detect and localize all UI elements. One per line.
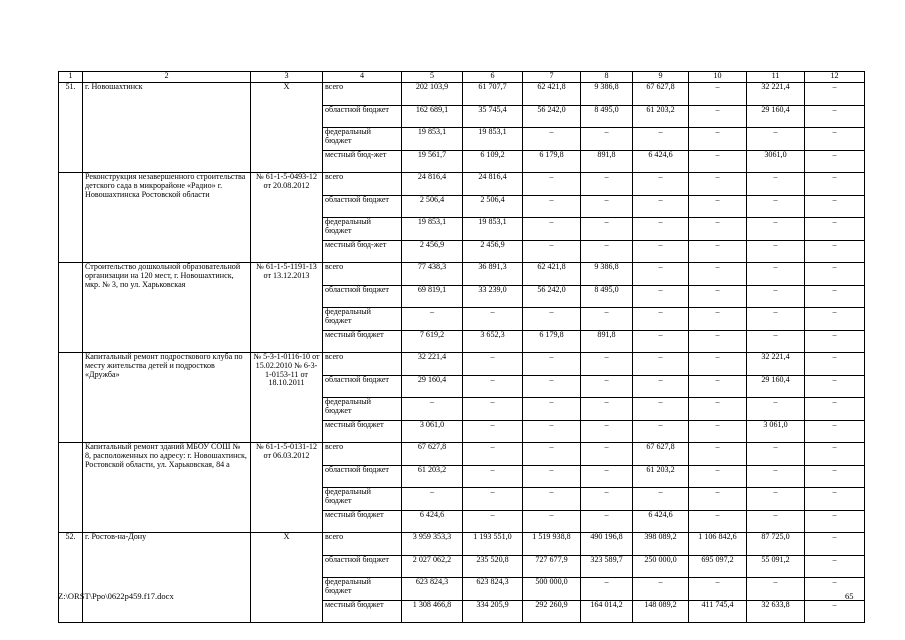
amount-cell: 250 000,0: [633, 555, 689, 578]
amount-cell: 62 421,8: [523, 263, 581, 286]
amount-cell: 162 689,1: [402, 105, 463, 128]
amount-cell: 32 633,8: [747, 600, 805, 623]
column-number: 8: [581, 72, 633, 83]
amount-cell: –: [805, 285, 865, 308]
amount-cell: –: [689, 240, 747, 263]
amount-cell: –: [805, 353, 865, 376]
amount-cell: –: [633, 308, 689, 331]
amount-cell: 32 221,4: [747, 83, 805, 106]
amount-cell: 3 959 353,3: [402, 533, 463, 556]
amount-cell: 29 160,4: [747, 105, 805, 128]
funding-source: федеральный бюджет: [323, 398, 402, 421]
funding-source: местный бюджет: [323, 600, 402, 623]
object-name: Капитальный ремонт подросткового клуба по месту жительства детей и подростков «Дружба»: [83, 353, 251, 443]
amount-cell: 67 627,8: [633, 443, 689, 466]
document-ref: № 61-1-5-0493-12 от 20.08.2012: [251, 173, 323, 263]
amount-cell: –: [463, 420, 523, 443]
amount-cell: –: [689, 83, 747, 106]
amount-cell: 164 014,2: [581, 600, 633, 623]
amount-cell: –: [689, 308, 747, 331]
amount-cell: 2 506,4: [463, 195, 523, 218]
amount-cell: 62 421,8: [523, 83, 581, 106]
amount-cell: –: [633, 285, 689, 308]
table-row: [59, 83, 865, 106]
amount-cell: 33 239,0: [463, 285, 523, 308]
column-number: 1: [59, 72, 83, 83]
funding-source: областной бюджет: [323, 465, 402, 488]
amount-cell: 727 677,9: [523, 555, 581, 578]
amount-cell: –: [689, 128, 747, 151]
amount-cell: 9 386,8: [581, 263, 633, 286]
amount-cell: –: [633, 240, 689, 263]
funding-source: федеральный бюджет: [323, 218, 402, 241]
amount-cell: 24 816,4: [463, 173, 523, 196]
amount-cell: 61 203,2: [633, 465, 689, 488]
amount-cell: –: [633, 218, 689, 241]
amount-cell: –: [581, 353, 633, 376]
amount-cell: 61 707,7: [463, 83, 523, 106]
row-number: 52.: [59, 533, 83, 623]
document-path: Z:\ORST\Ppo\0622p459.f17.docx: [58, 591, 174, 601]
amount-cell: 1 308 466,8: [402, 600, 463, 623]
funding-source: всего: [323, 443, 402, 466]
amount-cell: –: [689, 375, 747, 398]
amount-cell: –: [689, 263, 747, 286]
row-number: [59, 173, 83, 263]
amount-cell: –: [523, 398, 581, 421]
amount-cell: 3 061,0: [402, 420, 463, 443]
row-number: [59, 443, 83, 533]
amount-cell: 891,8: [581, 330, 633, 353]
amount-cell: 29 160,4: [402, 375, 463, 398]
amount-cell: –: [689, 420, 747, 443]
amount-cell: 334 205,9: [463, 600, 523, 623]
amount-cell: 3 652,3: [463, 330, 523, 353]
amount-cell: –: [805, 420, 865, 443]
amount-cell: –: [805, 150, 865, 173]
column-number: 11: [747, 72, 805, 83]
amount-cell: –: [523, 465, 581, 488]
amount-cell: –: [747, 308, 805, 331]
column-number: 7: [523, 72, 581, 83]
funding-source: местный бюджет: [323, 420, 402, 443]
funding-source: областной бюджет: [323, 375, 402, 398]
amount-cell: –: [463, 510, 523, 533]
funding-source: местный бюджет: [323, 330, 402, 353]
amount-cell: –: [689, 443, 747, 466]
amount-cell: 36 891,3: [463, 263, 523, 286]
amount-cell: –: [402, 488, 463, 511]
amount-cell: –: [747, 330, 805, 353]
amount-cell: 2 456,9: [402, 240, 463, 263]
amount-cell: –: [689, 150, 747, 173]
amount-cell: 2 506,4: [402, 195, 463, 218]
amount-cell: –: [689, 218, 747, 241]
amount-cell: –: [523, 443, 581, 466]
column-number: 12: [805, 72, 865, 83]
amount-cell: –: [805, 488, 865, 511]
amount-cell: –: [523, 375, 581, 398]
amount-cell: –: [581, 240, 633, 263]
amount-cell: 623 824,3: [402, 578, 463, 601]
row-number: [59, 263, 83, 353]
amount-cell: –: [689, 173, 747, 196]
amount-cell: 9 386,8: [581, 83, 633, 106]
funding-source: областной бюджет: [323, 105, 402, 128]
amount-cell: –: [747, 240, 805, 263]
amount-cell: –: [402, 308, 463, 331]
amount-cell: 19 853,1: [402, 218, 463, 241]
amount-cell: –: [747, 195, 805, 218]
column-number: 2: [83, 72, 251, 83]
amount-cell: –: [805, 308, 865, 331]
amount-cell: –: [463, 488, 523, 511]
amount-cell: –: [581, 195, 633, 218]
amount-cell: –: [523, 173, 581, 196]
row-number: [59, 353, 83, 443]
amount-cell: 6 424,6: [633, 150, 689, 173]
amount-cell: 202 103,9: [402, 83, 463, 106]
table-row: [59, 353, 865, 376]
amount-cell: 77 438,3: [402, 263, 463, 286]
amount-cell: 35 745,4: [463, 105, 523, 128]
amount-cell: –: [689, 195, 747, 218]
amount-cell: 32 221,4: [747, 353, 805, 376]
amount-cell: 69 819,1: [402, 285, 463, 308]
amount-cell: 2 027 062,2: [402, 555, 463, 578]
amount-cell: –: [463, 398, 523, 421]
amount-cell: –: [747, 488, 805, 511]
amount-cell: –: [523, 510, 581, 533]
amount-cell: –: [402, 398, 463, 421]
amount-cell: –: [581, 578, 633, 601]
amount-cell: –: [747, 263, 805, 286]
table-row: [59, 443, 865, 466]
funding-source: всего: [323, 173, 402, 196]
amount-cell: –: [805, 240, 865, 263]
object-name: г. Новошахтинск: [83, 83, 251, 173]
amount-cell: 8 495,0: [581, 105, 633, 128]
amount-cell: 1 519 938,8: [523, 533, 581, 556]
funding-source: федеральный бюджет: [323, 488, 402, 511]
amount-cell: –: [523, 218, 581, 241]
amount-cell: 490 196,8: [581, 533, 633, 556]
amount-cell: –: [689, 465, 747, 488]
column-number: 5: [402, 72, 463, 83]
amount-cell: –: [581, 173, 633, 196]
amount-cell: –: [689, 285, 747, 308]
row-number: 51.: [59, 83, 83, 173]
amount-cell: –: [581, 398, 633, 421]
object-name: г. Ростов-на-Дону: [83, 533, 251, 623]
document-ref: № 61-1-5-0131-12 от 06.03.2012: [251, 443, 323, 533]
amount-cell: –: [581, 218, 633, 241]
amount-cell: –: [805, 263, 865, 286]
amount-cell: –: [689, 578, 747, 601]
amount-cell: –: [689, 398, 747, 421]
document-ref: Х: [251, 83, 323, 173]
amount-cell: –: [805, 578, 865, 601]
amount-cell: –: [523, 488, 581, 511]
header-row: [59, 72, 865, 83]
amount-cell: –: [463, 353, 523, 376]
amount-cell: 500 000,0: [523, 578, 581, 601]
amount-cell: –: [633, 353, 689, 376]
funding-source: всего: [323, 353, 402, 376]
amount-cell: 55 091,2: [747, 555, 805, 578]
column-number: 6: [463, 72, 523, 83]
amount-cell: –: [633, 578, 689, 601]
amount-cell: 19 561,7: [402, 150, 463, 173]
amount-cell: –: [805, 443, 865, 466]
amount-cell: 695 097,2: [689, 555, 747, 578]
amount-cell: –: [523, 420, 581, 443]
amount-cell: –: [581, 465, 633, 488]
amount-cell: 87 725,0: [747, 533, 805, 556]
amount-cell: –: [805, 195, 865, 218]
amount-cell: –: [581, 308, 633, 331]
page-number: 65: [845, 591, 854, 601]
amount-cell: 398 089,2: [633, 533, 689, 556]
amount-cell: –: [747, 285, 805, 308]
amount-cell: –: [581, 488, 633, 511]
object-name: Строительство дошкольной образовательной организации на 120 мест, г. Новошахтинск, мкр. № 3, по ул. Харьковская: [83, 263, 251, 353]
amount-cell: 61 203,2: [402, 465, 463, 488]
amount-cell: 6 179,8: [523, 330, 581, 353]
amount-cell: 411 745,4: [689, 600, 747, 623]
amount-cell: –: [747, 128, 805, 151]
amount-cell: 1 193 551,0: [463, 533, 523, 556]
object-name: Реконструкция незавершенного строительства детского сада в микрорайоне «Радио» г. Новошахтинска Ростовской области: [83, 173, 251, 263]
column-number: 4: [323, 72, 402, 83]
amount-cell: –: [463, 443, 523, 466]
column-number: 10: [689, 72, 747, 83]
amount-cell: 6 424,6: [633, 510, 689, 533]
funding-source: всего: [323, 533, 402, 556]
amount-cell: –: [689, 353, 747, 376]
amount-cell: –: [523, 353, 581, 376]
amount-cell: 29 160,4: [747, 375, 805, 398]
amount-cell: –: [689, 510, 747, 533]
amount-cell: 56 242,0: [523, 105, 581, 128]
amount-cell: –: [523, 308, 581, 331]
amount-cell: 6 179,8: [523, 150, 581, 173]
amount-cell: 235 520,8: [463, 555, 523, 578]
amount-cell: –: [805, 173, 865, 196]
amount-cell: –: [805, 218, 865, 241]
amount-cell: –: [463, 308, 523, 331]
column-number: 3: [251, 72, 323, 83]
amount-cell: –: [633, 420, 689, 443]
funding-source: всего: [323, 263, 402, 286]
amount-cell: 3061,0: [747, 150, 805, 173]
amount-cell: –: [633, 398, 689, 421]
amount-cell: 8 495,0: [581, 285, 633, 308]
amount-cell: 292 260,9: [523, 600, 581, 623]
amount-cell: 891,8: [581, 150, 633, 173]
amount-cell: –: [805, 83, 865, 106]
amount-cell: –: [747, 218, 805, 241]
amount-cell: 32 221,4: [402, 353, 463, 376]
amount-cell: –: [805, 510, 865, 533]
funding-source: областной бюджет: [323, 555, 402, 578]
amount-cell: –: [805, 375, 865, 398]
amount-cell: –: [633, 330, 689, 353]
amount-cell: –: [581, 375, 633, 398]
amount-cell: –: [463, 375, 523, 398]
column-number: 9: [633, 72, 689, 83]
funding-source: федеральный бюджет: [323, 308, 402, 331]
amount-cell: –: [805, 398, 865, 421]
funding-source: местный бюд-жет: [323, 240, 402, 263]
amount-cell: 7 619,2: [402, 330, 463, 353]
amount-cell: 1 106 842,6: [689, 533, 747, 556]
amount-cell: –: [463, 465, 523, 488]
amount-cell: 3 061,0: [747, 420, 805, 443]
amount-cell: –: [747, 510, 805, 533]
amount-cell: –: [633, 375, 689, 398]
amount-cell: –: [805, 105, 865, 128]
amount-cell: –: [747, 443, 805, 466]
document-ref: № 61-1-5-1191-13 от 13.12.2013: [251, 263, 323, 353]
budget-table: [58, 71, 865, 623]
amount-cell: 323 589,7: [581, 555, 633, 578]
funding-source: федеральный бюджет: [323, 578, 402, 601]
amount-cell: 61 203,2: [633, 105, 689, 128]
amount-cell: 67 627,8: [402, 443, 463, 466]
amount-cell: –: [633, 195, 689, 218]
amount-cell: 67 627,8: [633, 83, 689, 106]
amount-cell: –: [633, 128, 689, 151]
amount-cell: –: [805, 600, 865, 623]
funding-source: всего: [323, 83, 402, 106]
funding-source: федеральный бюджет: [323, 128, 402, 151]
amount-cell: 6 424,6: [402, 510, 463, 533]
amount-cell: –: [689, 105, 747, 128]
amount-cell: 148 089,2: [633, 600, 689, 623]
amount-cell: 19 853,1: [402, 128, 463, 151]
table-row: [59, 173, 865, 196]
amount-cell: –: [581, 443, 633, 466]
funding-source: местный бюд-жет: [323, 150, 402, 173]
amount-cell: –: [805, 555, 865, 578]
amount-cell: 19 853,1: [463, 218, 523, 241]
amount-cell: –: [581, 128, 633, 151]
amount-cell: –: [633, 488, 689, 511]
amount-cell: –: [747, 578, 805, 601]
amount-cell: –: [689, 330, 747, 353]
amount-cell: –: [581, 420, 633, 443]
funding-source: местный бюджет: [323, 510, 402, 533]
object-name: Капитальный ремонт зданий МБОУ СОШ № 8, расположенных по адресу: г. Новошахтинск, Ростовской области, ул. Харьковская, 84 а: [83, 443, 251, 533]
amount-cell: –: [747, 465, 805, 488]
funding-source: областной бюджет: [323, 285, 402, 308]
amount-cell: –: [523, 128, 581, 151]
amount-cell: –: [805, 533, 865, 556]
amount-cell: –: [633, 263, 689, 286]
amount-cell: 19 853,1: [463, 128, 523, 151]
document-ref: № 5-3-1-0116-10 от 15.02.2010 № 6-3-1-0153-11 от 18.10.2011: [251, 353, 323, 443]
funding-source: областной бюджет: [323, 195, 402, 218]
amount-cell: 6 109,2: [463, 150, 523, 173]
amount-cell: –: [805, 330, 865, 353]
table-row: [59, 533, 865, 556]
amount-cell: –: [747, 398, 805, 421]
table-row: [59, 263, 865, 286]
amount-cell: 24 816,4: [402, 173, 463, 196]
amount-cell: –: [747, 173, 805, 196]
amount-cell: 2 456,9: [463, 240, 523, 263]
amount-cell: –: [805, 128, 865, 151]
amount-cell: –: [523, 195, 581, 218]
amount-cell: –: [805, 465, 865, 488]
amount-cell: –: [689, 488, 747, 511]
amount-cell: 623 824,3: [463, 578, 523, 601]
amount-cell: –: [633, 173, 689, 196]
amount-cell: –: [581, 510, 633, 533]
document-ref: Х: [251, 533, 323, 623]
amount-cell: –: [523, 240, 581, 263]
amount-cell: 56 242,0: [523, 285, 581, 308]
